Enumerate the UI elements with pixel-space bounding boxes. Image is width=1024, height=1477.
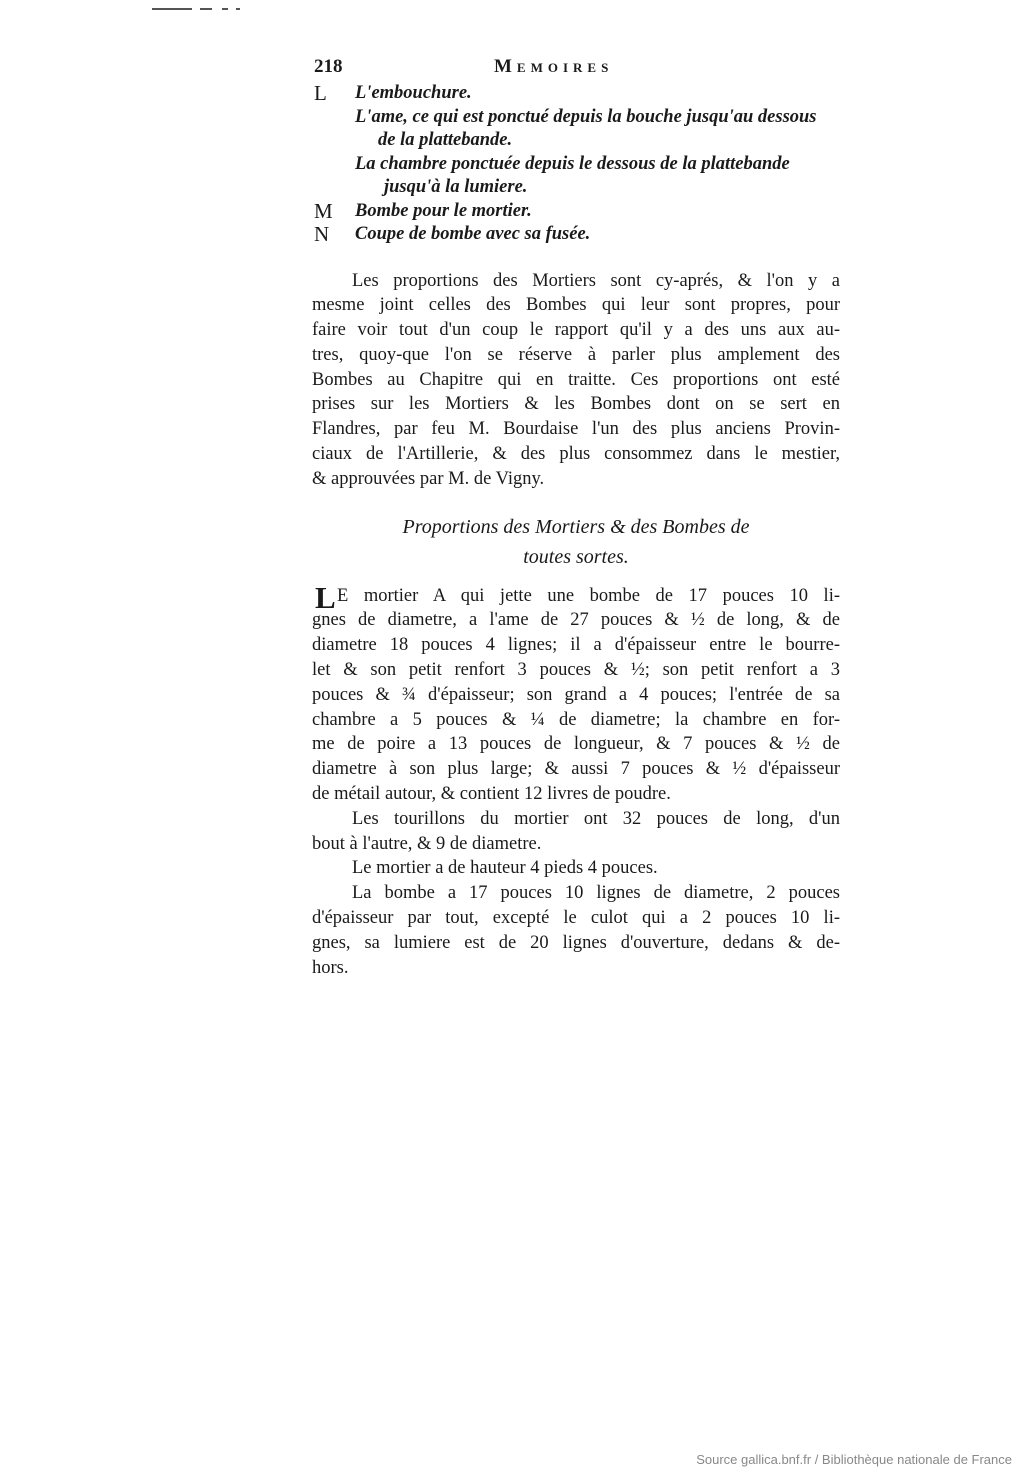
drop-cap: L <box>315 579 336 615</box>
legend-entry <box>312 200 840 224</box>
legend-text: L'embouchure. <box>355 83 472 103</box>
legend-text: de la plattebande. <box>378 130 513 150</box>
section-heading-line: Proportions des Mortiers & des Bombes de <box>402 515 750 538</box>
legend-entry <box>312 129 840 153</box>
legend-letter: N <box>314 222 330 246</box>
running-head <box>312 52 840 82</box>
text-line: de métail autour, & contient 12 livres de poudre. <box>312 784 671 805</box>
text-line: d'épaisseur par tout, excepté le culot qui a 2 pouces 10 li- <box>312 908 840 929</box>
scan-edge-mark <box>200 8 212 10</box>
section-heading <box>312 512 840 572</box>
text-line: gnes de diametre, a l'ame de 27 pouces & ½ de long, & de <box>312 610 840 631</box>
scan-edge-mark <box>236 8 240 10</box>
text-line: let & son petit renfort 3 pouces & ½; son petit renfort a 3 <box>312 660 840 681</box>
running-title: Memoires <box>494 56 614 77</box>
figure-legend <box>312 82 840 247</box>
text-line: gnes, sa lumiere est de 20 lignes d'ouverture, dedans & de- <box>312 932 840 953</box>
legend-entry <box>312 223 840 247</box>
text-line: ciaux de l'Artillerie, & des plus consommez dans le mestier, <box>312 444 840 465</box>
text-line: bout à l'autre, & 9 de diametre. <box>312 833 542 854</box>
source-attribution: Source gallica.bnf.fr / Bibliothèque nationale de France <box>696 1452 1012 1467</box>
text-line: mesme joint celles des Bombes qui leur sont propres, pour <box>312 295 840 316</box>
legend-entry <box>312 106 840 130</box>
book-page <box>312 52 840 980</box>
text-line: diametre à son plus large; & aussi 7 pouces & ½ d'épaisseur <box>312 759 840 780</box>
legend-letter: M <box>314 198 333 223</box>
text-line: Les tourillons du mortier ont 32 pouces de long, d'un <box>352 808 840 829</box>
text-line: pouces & ¾ d'épaisseur; son grand a 4 pouces; l'entrée de sa <box>312 684 840 705</box>
paragraph-bomb <box>312 881 840 980</box>
legend-entry <box>312 176 840 200</box>
text-line: diametre 18 pouces 4 lignes; il a d'épaisseur entre le bourre- <box>312 635 840 656</box>
paragraph-mortar-proportions <box>312 579 840 807</box>
text-line: prises sur les Mortiers & les Bombes dont on se sert en <box>312 394 840 415</box>
paragraph-trunnions <box>312 807 840 857</box>
legend-letter: L <box>314 81 327 105</box>
legend-entry <box>312 82 840 106</box>
legend-entry <box>312 153 840 177</box>
text-line: & approuvées par M. de Vigny. <box>312 468 545 489</box>
paragraph-introduction <box>312 269 840 492</box>
legend-text: Coupe de bombe avec sa fusée. <box>355 224 591 244</box>
text-line: me de poire a 13 pouces de longueur, & 7 pouces & ½ de <box>312 734 840 755</box>
text-line: Le mortier a de hauteur 4 pieds 4 pouces. <box>352 858 658 879</box>
text-line: E mortier A qui jette une bombe de 17 pouces 10 li- <box>337 585 840 606</box>
text-line: faire voir tout d'un coup le rapport qu'il y a des uns aux au- <box>312 320 840 341</box>
legend-text: L'ame, ce qui est ponctué depuis la bouche jusqu'au dessous <box>355 106 817 127</box>
text-line: Bombes au Chapitre qui en traitte. Ces proportions ont esté <box>312 369 840 390</box>
legend-text: jusqu'à la lumiere. <box>384 177 528 197</box>
legend-text: Bombe pour le mortier. <box>355 200 532 221</box>
paragraph-height <box>312 856 840 881</box>
text-line: Flandres, par feu M. Bourdaise l'un des plus anciens Provin- <box>312 419 840 440</box>
scan-edge-mark <box>152 8 192 10</box>
legend-text: La chambre ponctuée depuis le dessous de la plattebande <box>355 153 790 174</box>
text-line: chambre a 5 pouces & ¼ de diametre; la chambre en for- <box>312 709 840 730</box>
section-heading-line: toutes sortes. <box>523 545 629 568</box>
text-line: hors. <box>312 957 349 978</box>
text-line: tres, quoy-que l'on se réserve à parler plus amplement des <box>312 344 840 365</box>
scan-edge-mark <box>222 8 228 10</box>
text-line: La bombe a 17 pouces 10 lignes de diametre, 2 pouces <box>352 883 840 904</box>
page-number: 218 <box>314 56 343 77</box>
text-line: Les proportions des Mortiers sont cy-aprés, & l'on y a <box>352 270 840 291</box>
